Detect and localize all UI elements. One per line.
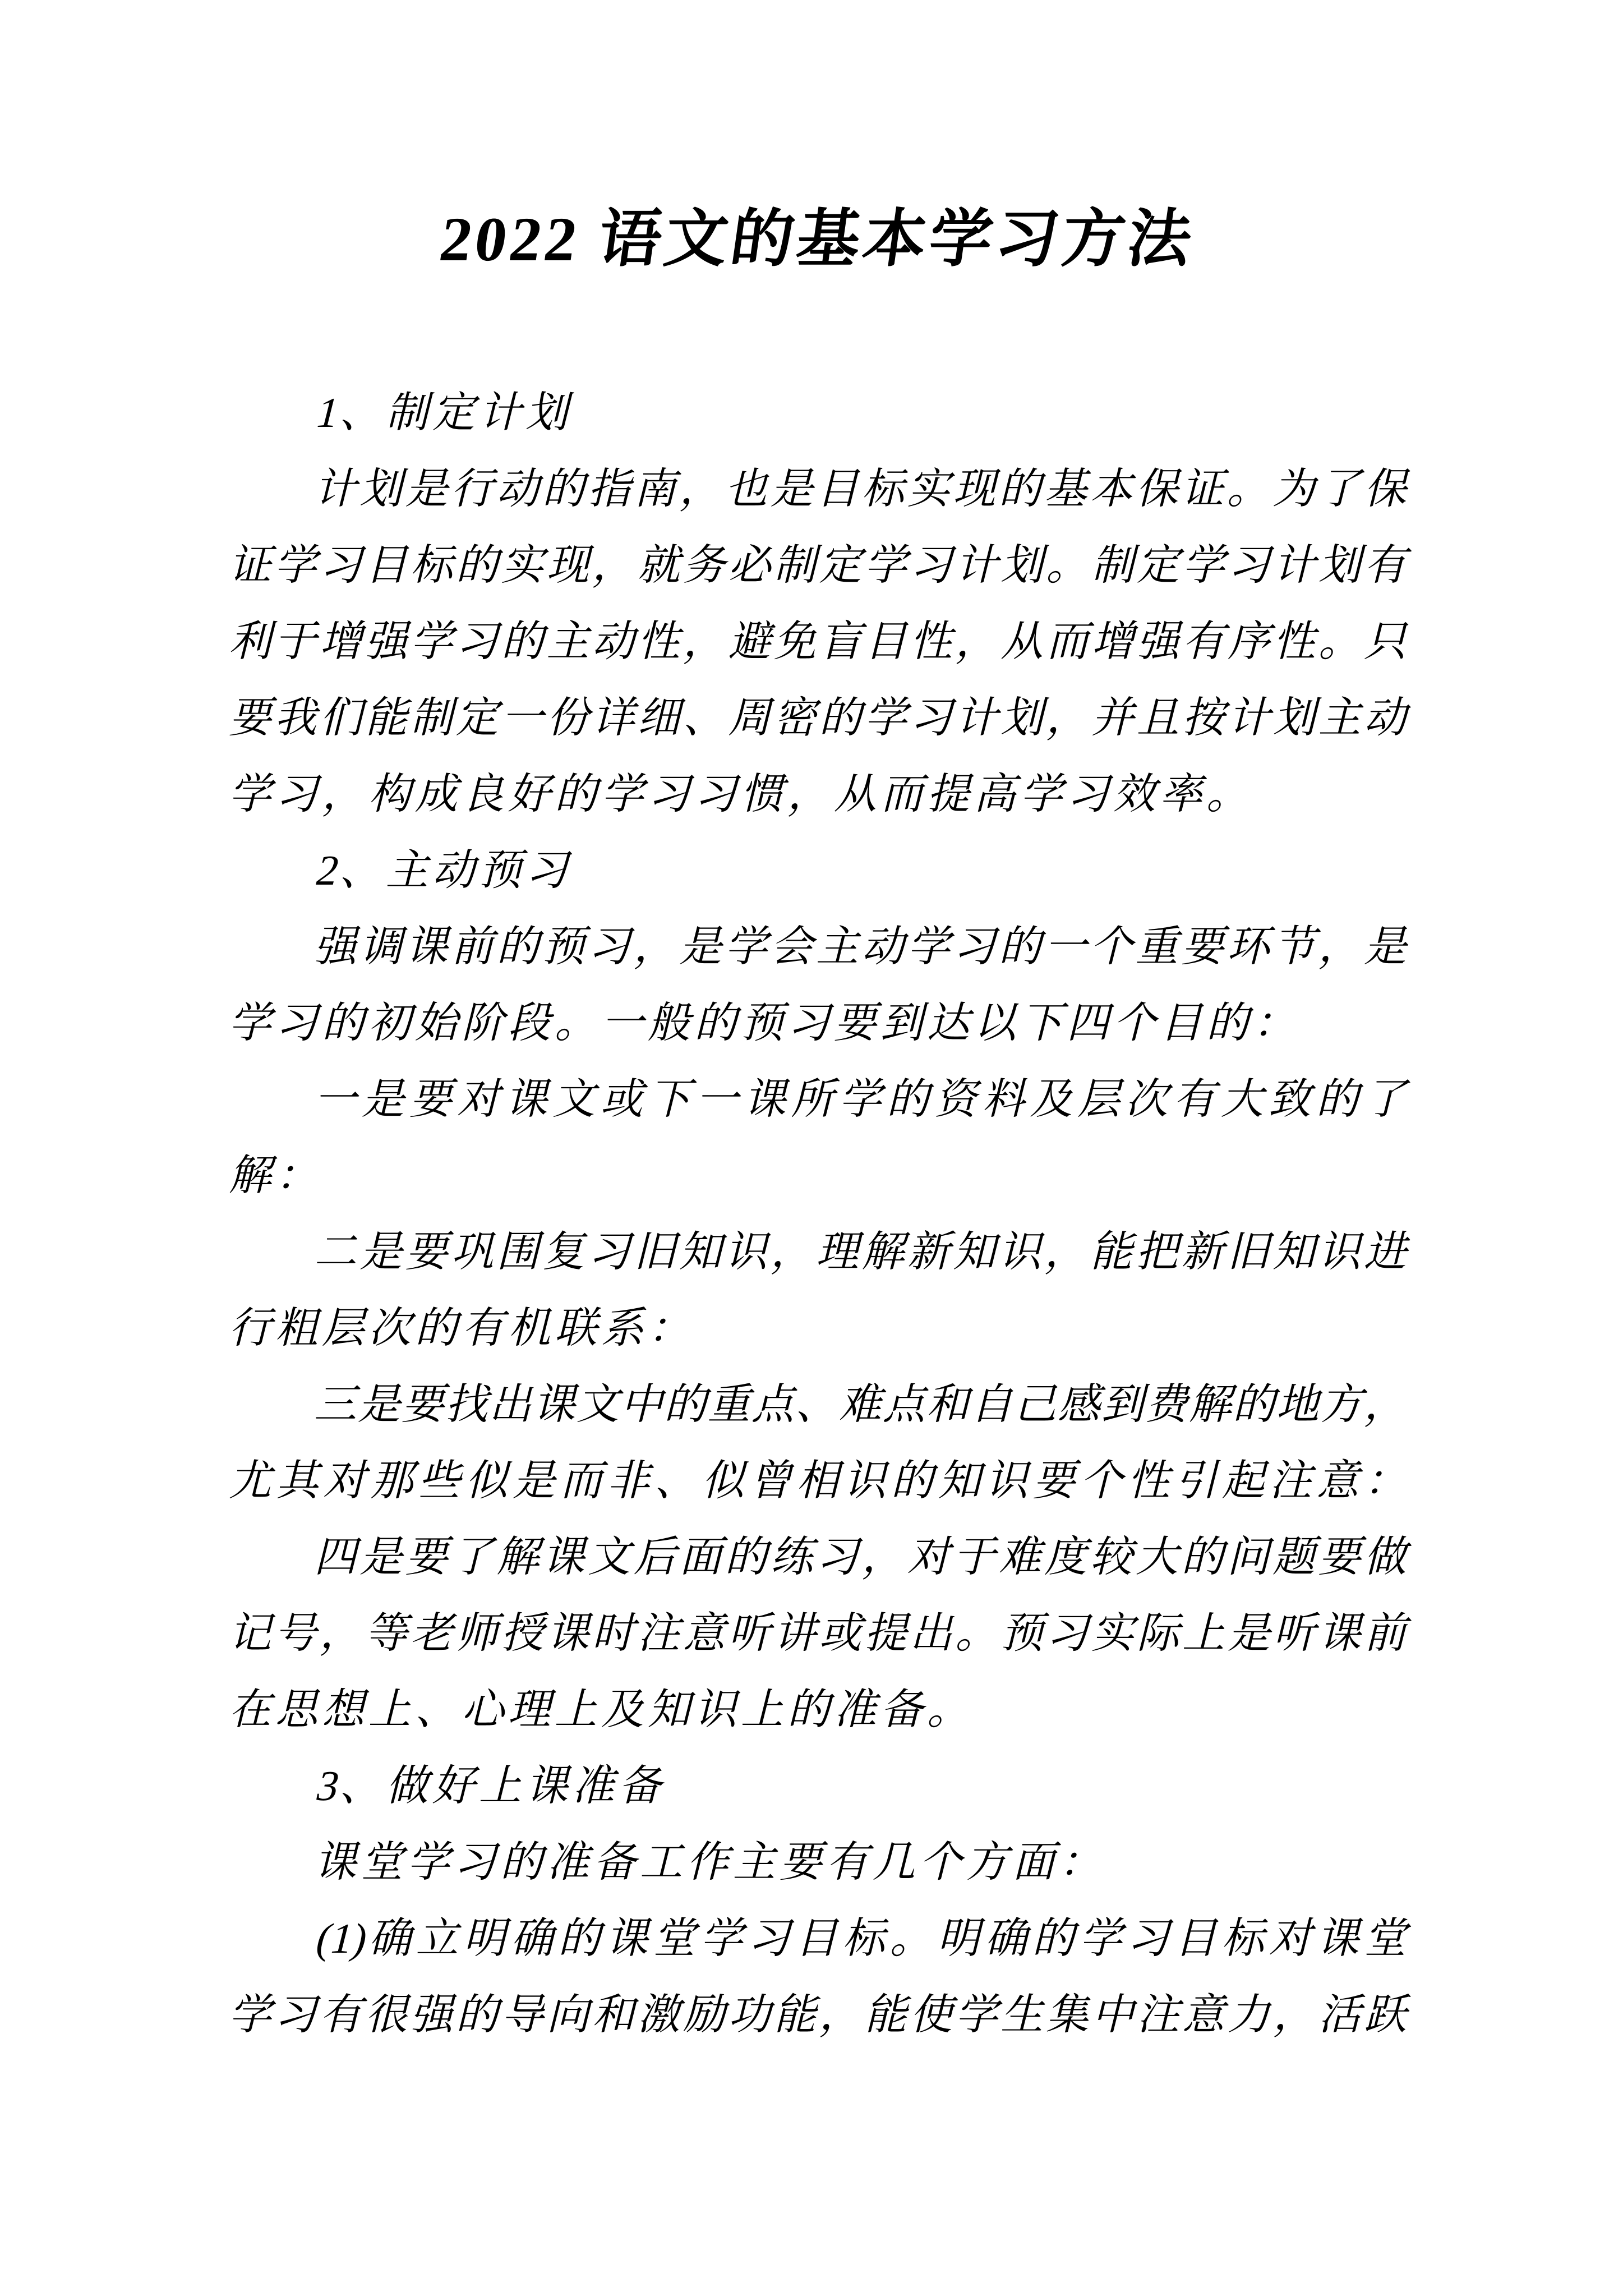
text-line: 证学习目标的实现，就务必制定学习计划。制定学习计划有	[226, 542, 1416, 589]
text-line: 四是要了解课文后面的练习，对于难度较大的问题要做	[311, 1534, 1416, 1581]
text-line: 1、制定计划	[311, 389, 582, 436]
text-line: 学习，构成良好的学习习惯，从而提高学习效率。	[226, 771, 1262, 818]
text-line: 3、做好上课准备	[311, 1763, 675, 1810]
text-line: 利于增强学习的主动性，避免盲目性，从而增强有序性。只	[226, 618, 1416, 665]
text-line: 三是要找出课文中的重点、难点和自己感到费解的地方，	[311, 1381, 1416, 1428]
text-line: 计划是行动的指南，也是目标实现的基本保证。为了保	[311, 466, 1416, 513]
document-body	[223, 375, 1416, 2053]
text-line: 尤其对那些似是而非、似曾相识的知识要个性引起注意：	[226, 1457, 1416, 1504]
text-line: 记号，等老师授课时注意听讲或提出。预习实际上是听课前	[226, 1610, 1416, 1657]
text-line: 学习的初始阶段。一般的预习要到达以下四个目的：	[226, 1000, 1309, 1047]
text-line: 一是要对课文或下一课所学的资料及层次有大致的了	[311, 1076, 1416, 1123]
text-line: (1)确立明确的课堂学习目标。明确的学习目标对课堂	[311, 1915, 1416, 1962]
text-line: 强调课前的预习，是学会主动学习的一个重要环节，是	[311, 923, 1416, 970]
text-line: 课堂学习的准备工作主要有几个方面：	[311, 1839, 1115, 1886]
text-line: 解：	[226, 1152, 331, 1199]
text-line: 二是要巩围复习旧知识，理解新知识，能把新旧知识进	[311, 1228, 1416, 1276]
text-line: 要我们能制定一份详细、周密的学习计划，并且按计划主动	[226, 694, 1416, 742]
text-line: 行粗层次的有机联系：	[226, 1305, 704, 1352]
text-line: 在思想上、心理上及知识上的准备。	[226, 1686, 983, 1733]
page-title: 2022 语文的基本学习方法	[435, 205, 1200, 274]
text-line: 2、主动预习	[311, 847, 582, 894]
text-line: 学习有很强的导向和激励功能，能使学生集中注意力，活跃	[226, 1991, 1416, 2039]
